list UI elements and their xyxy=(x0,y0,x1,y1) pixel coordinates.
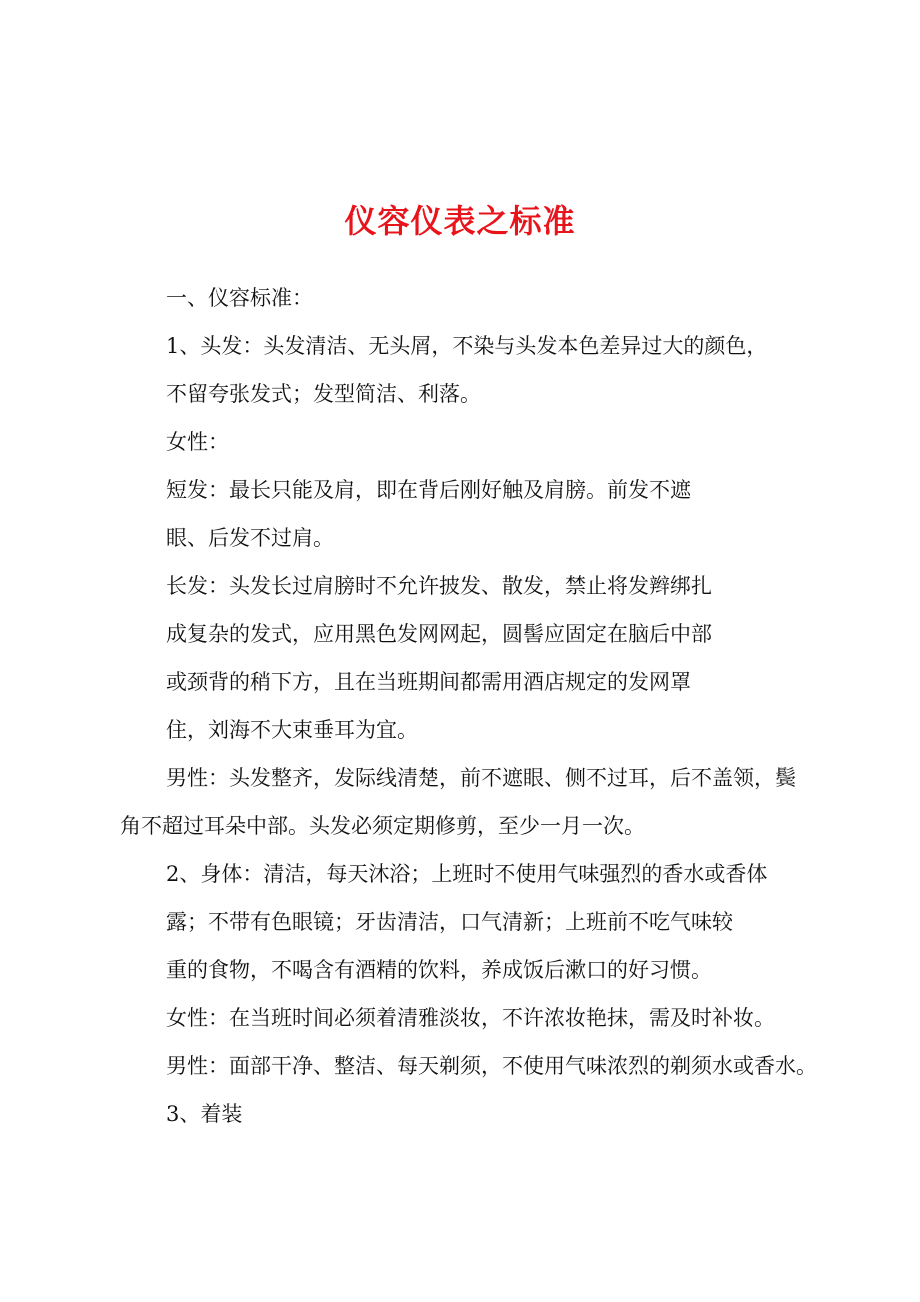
paragraph-line: 女性： xyxy=(166,430,229,454)
paragraph-line: 男性：面部干净、整洁、每天剃须，不使用气味浓烈的剃须水或香水。 xyxy=(166,1054,817,1078)
paragraph-line: 角不超过耳朵中部。头发必须定期修剪，至少一月一次。 xyxy=(120,814,645,838)
section-heading: 一、仪容标准： xyxy=(166,286,313,310)
paragraph-line: 重的食物，不喝含有酒精的饮料，养成饭后漱口的好习惯。 xyxy=(166,958,712,982)
paragraph-line: 成复杂的发式，应用黑色发网网起，圆髻应固定在脑后中部 xyxy=(166,622,712,646)
section-heading: 3、着装 xyxy=(166,1102,243,1126)
paragraph-line: 或颈背的稍下方，且在当班期间都需用酒店规定的发网罩 xyxy=(166,670,691,694)
paragraph-line: 眼、后发不过肩。 xyxy=(166,526,334,550)
paragraph-line: 男性：头发整齐，发际线清楚，前不遮眼、侧不过耳，后不盖领，鬓 xyxy=(166,766,796,790)
paragraph-line: 2、身体：清洁，每天沐浴；上班时不使用气味强烈的香水或香体 xyxy=(166,862,768,886)
page-title: 仪容仪表之标准 xyxy=(344,202,576,240)
paragraph-line: 住，刘海不大束垂耳为宜。 xyxy=(166,718,418,742)
paragraph-line: 露；不带有色眼镜；牙齿清洁，口气清新；上班前不吃气味较 xyxy=(166,910,733,934)
paragraph-line: 1、头发：头发清洁、无头屑，不染与头发本色差异过大的颜色， xyxy=(166,334,768,358)
paragraph-line: 长发：头发长过肩膀时不允许披发、散发，禁止将发辫绑扎 xyxy=(166,574,712,598)
paragraph-line: 短发：最长只能及肩，即在背后刚好触及肩膀。前发不遮 xyxy=(166,478,691,502)
paragraph-line: 不留夸张发式；发型简洁、利落。 xyxy=(166,382,481,406)
paragraph-line: 女性：在当班时间必须着清雅淡妆，不许浓妆艳抹，需及时补妆。 xyxy=(166,1006,775,1030)
